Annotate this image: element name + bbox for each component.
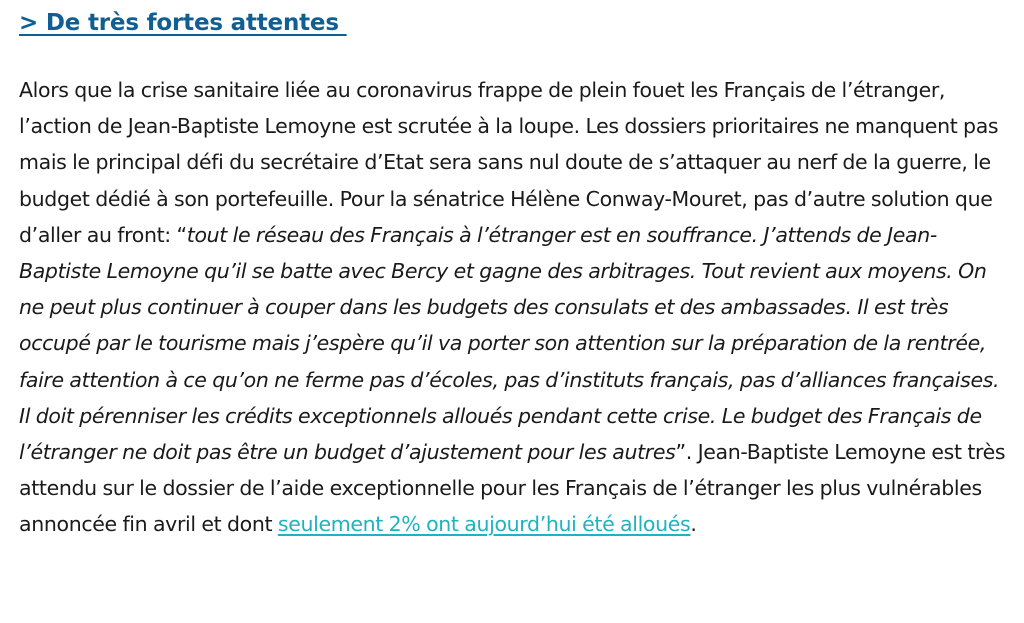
paragraph-intro-text: Alors que la crise sanitaire liée au coronavirus frappe de plein fouet les Français de l’étranger, l’action de Jean-Baptiste Lemoyne est scrutée à la loupe. Les dossiers prioritaires ne manquent pas mais le principal défi du secrétaire d’Etat sera sans nul doute de s’attaquer au nerf de la guerre, le budget dédié à son portefeuille. Pour la sénatrice Hélène Conway-Mouret, pas d’autre solution que d’aller au front: “ (19, 78, 999, 247)
senator-quote: tout le réseau des Français à l’étranger est en souffrance. J’attends de Jean-Baptiste Lemoyne qu’il se batte avec Bercy et gagne des arbitrages. Tout revient aux moyens. On ne peut plus continuer à couper dans les budgets des consulats et des ambassades. Il est très occupé par le tourisme mais j’espère qu’il va porter son attention sur la préparation de la rentrée, faire attention à ce qu’on ne ferme pas d’écoles, pas d’instituts français, pas d’alliances françaises. Il doit pérenniser les crédits exceptionnels alloués pendant cette crise. Le budget des Français de l’étranger ne doit pas être un budget d’ajustement pour les autres (19, 222, 1000, 465)
article-paragraph (19, 72, 1009, 543)
article-section (19, 0, 1009, 543)
paragraph-after-quote-text: ”. Jean-Baptiste Lemoyne est très attendu sur le dossier de l’aide exceptionnelle pour les Français de l’étranger les plus vulnérables annoncée fin avril et dont (19, 440, 1006, 537)
paragraph-end-punctuation: . (690, 512, 697, 537)
allocated-aid-link[interactable]: seulement 2% ont aujourd’hui été alloués (277, 512, 691, 537)
section-heading-link[interactable]: > De très fortes attentes (19, 10, 347, 36)
